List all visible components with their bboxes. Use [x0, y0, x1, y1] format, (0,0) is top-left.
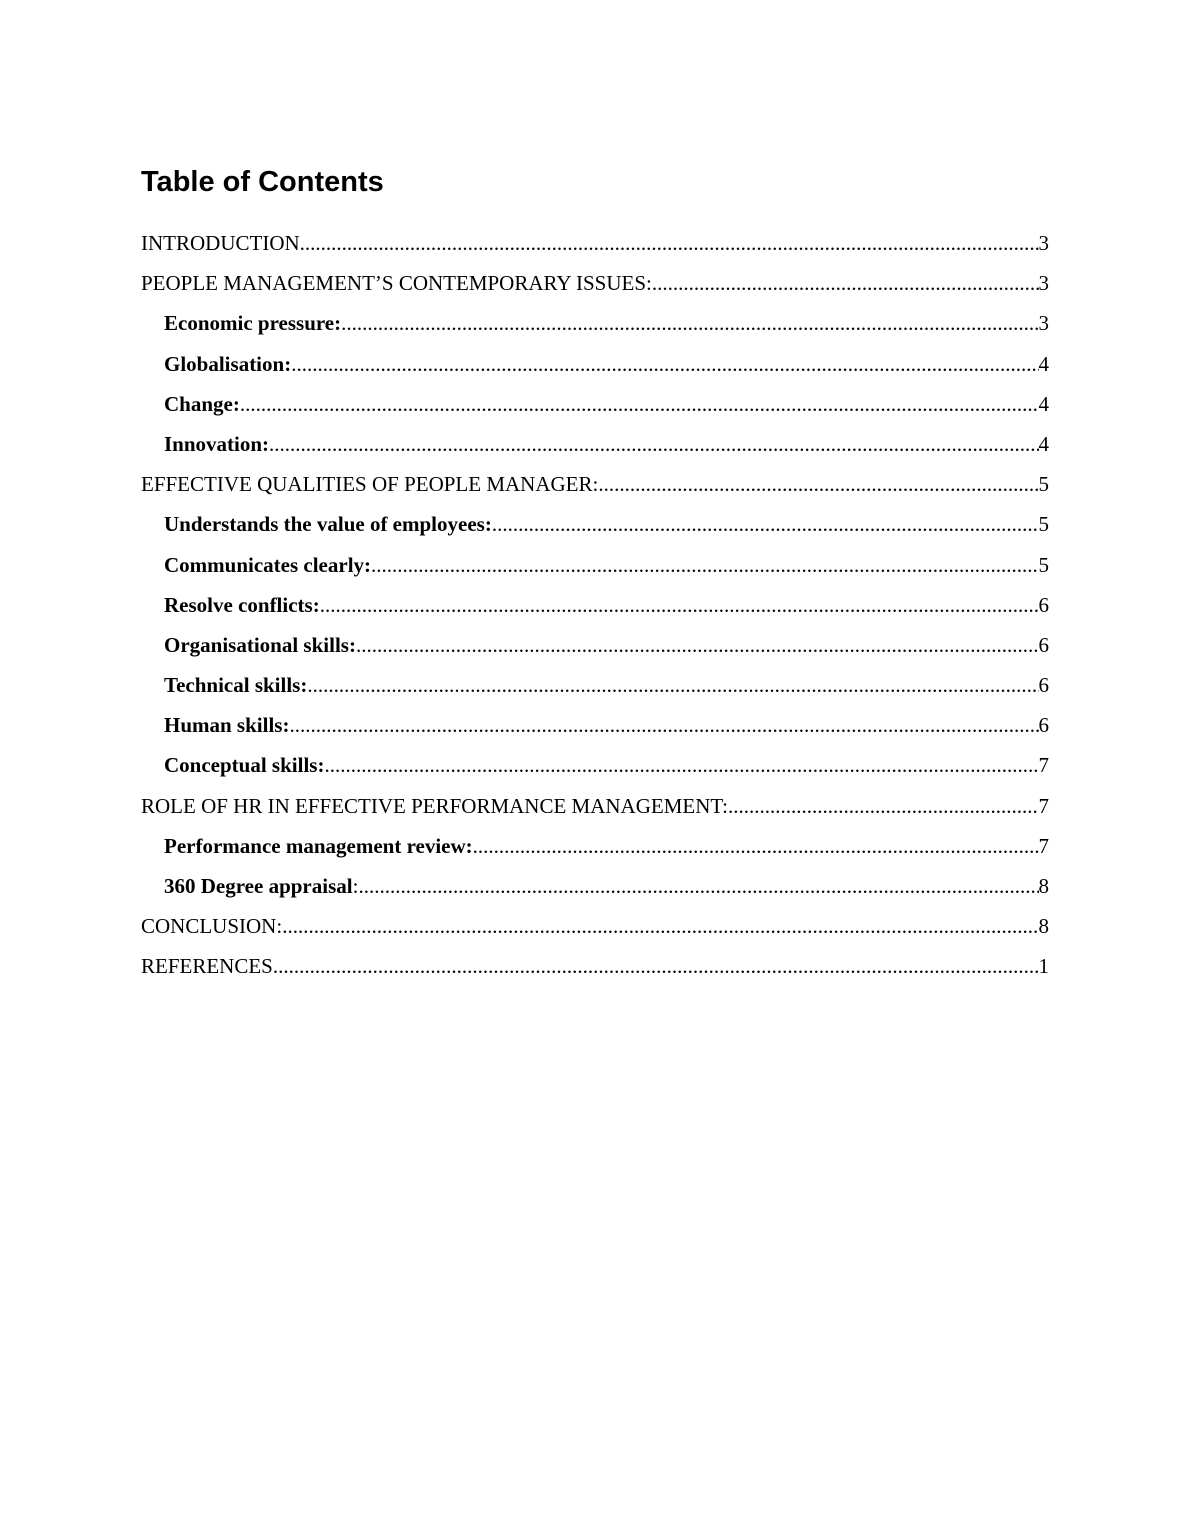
toc-entry-change[interactable]: [141, 389, 1049, 429]
toc-entry-conceptual-skills[interactable]: [141, 750, 1049, 790]
dot-leader: [240, 389, 1039, 419]
toc-entry-introduction[interactable]: [141, 228, 1049, 268]
toc-entry-page: 3: [1038, 271, 1049, 296]
toc-entry-page: 6: [1038, 592, 1049, 617]
dot-leader: [324, 750, 1038, 780]
toc-entry-effective-qualities[interactable]: [141, 469, 1049, 509]
dot-leader: [341, 308, 1038, 338]
toc-entry-title: Change:: [164, 391, 240, 416]
toc-entry-page: 6: [1038, 632, 1049, 657]
toc-entry-title: PEOPLE MANAGEMENT’S CONTEMPORARY ISSUES:: [141, 271, 652, 296]
toc-entry-communicates-clearly[interactable]: [141, 550, 1049, 590]
toc-entry-page: 4: [1038, 351, 1049, 376]
toc-entry-title: Performance management review:: [164, 833, 473, 858]
toc-entry-title: Globalisation:: [164, 351, 292, 376]
toc-entry-human-skills[interactable]: [141, 710, 1049, 750]
toc-entry-title: Communicates clearly:: [164, 552, 372, 577]
toc-entry-title: Conceptual skills:: [164, 753, 325, 778]
dot-leader: [728, 791, 1039, 821]
toc-entry-page: 3: [1038, 311, 1049, 336]
toc-entry-value-of-employees[interactable]: [141, 509, 1049, 549]
dot-leader: [652, 268, 1039, 298]
dot-leader: [307, 670, 1038, 700]
toc-entry-title: REFERENCES: [141, 954, 273, 979]
dot-leader: [300, 228, 1039, 258]
toc-entry-title: Human skills:: [164, 713, 290, 738]
dot-leader: [598, 469, 1038, 499]
toc-entry-title: Understands the value of employees:: [164, 512, 492, 537]
toc-entry-title: Economic pressure:: [164, 311, 342, 336]
dot-leader: [289, 710, 1038, 740]
toc-entry-title: EFFECTIVE QUALITIES OF PEOPLE MANAGER:: [141, 472, 599, 497]
dot-leader: [291, 349, 1038, 379]
toc-entry-title: Innovation:: [164, 431, 270, 456]
toc-entry-title: Technical skills:: [164, 673, 308, 698]
dot-leader: [492, 509, 1039, 539]
toc-entry-page: 8: [1038, 874, 1049, 898]
toc-list: [141, 228, 1049, 992]
toc-entry-page: 6: [1038, 673, 1049, 698]
toc-entry-page: 4: [1038, 431, 1049, 456]
dot-leader: [356, 630, 1039, 660]
toc-entry-page: 4: [1038, 391, 1049, 416]
toc-entry-page: 5: [1038, 472, 1049, 497]
toc-entry-title: INTRODUCTION: [141, 231, 300, 255]
toc-entry-performance-review[interactable]: [141, 831, 1049, 871]
toc-entry-references[interactable]: [141, 951, 1049, 991]
dot-leader: [358, 871, 1038, 901]
toc-entry-page: 5: [1038, 552, 1049, 577]
toc-entry-page: 5: [1038, 512, 1049, 537]
toc-entry-economic-pressure[interactable]: [141, 308, 1049, 348]
toc-entry-page: 6: [1038, 713, 1049, 738]
toc-entry-organisational-skills[interactable]: [141, 630, 1049, 670]
toc-entry-contemporary-issues[interactable]: [141, 268, 1049, 308]
toc-entry-page: 8: [1038, 914, 1049, 939]
toc-entry-title: ROLE OF HR IN EFFECTIVE PERFORMANCE MANAGEMENT:: [141, 793, 728, 818]
toc-entry-technical-skills[interactable]: [141, 670, 1049, 710]
toc-heading: Table of Contents: [141, 166, 384, 198]
toc-entry-suffix: :: [352, 874, 359, 898]
toc-entry-page: 7: [1038, 793, 1049, 818]
dot-leader: [282, 911, 1038, 941]
dot-leader: [473, 831, 1039, 861]
toc-entry-role-of-hr[interactable]: [141, 791, 1049, 831]
toc-entry-360-appraisal[interactable]: [141, 871, 1049, 911]
toc-entry-resolve-conflicts[interactable]: [141, 590, 1049, 630]
toc-entry-title: CONCLUSION:: [141, 914, 283, 939]
toc-entry-page: 3: [1038, 231, 1049, 255]
toc-entry-title: Resolve conflicts:: [164, 592, 320, 617]
toc-entry-conclusion[interactable]: [141, 911, 1049, 951]
dot-leader: [371, 550, 1038, 580]
dot-leader: [269, 429, 1038, 459]
toc-entry-innovation[interactable]: [141, 429, 1049, 469]
toc-entry-page: 7: [1038, 833, 1049, 858]
dot-leader: [273, 951, 1039, 981]
toc-entry-page: 1: [1038, 954, 1049, 979]
toc-entry-title: Organisational skills:: [164, 632, 356, 657]
toc-entry-globalisation[interactable]: [141, 349, 1049, 389]
toc-entry-title: 360 Degree appraisal: [164, 874, 353, 898]
toc-entry-page: 7: [1038, 753, 1049, 778]
dot-leader: [320, 590, 1039, 620]
